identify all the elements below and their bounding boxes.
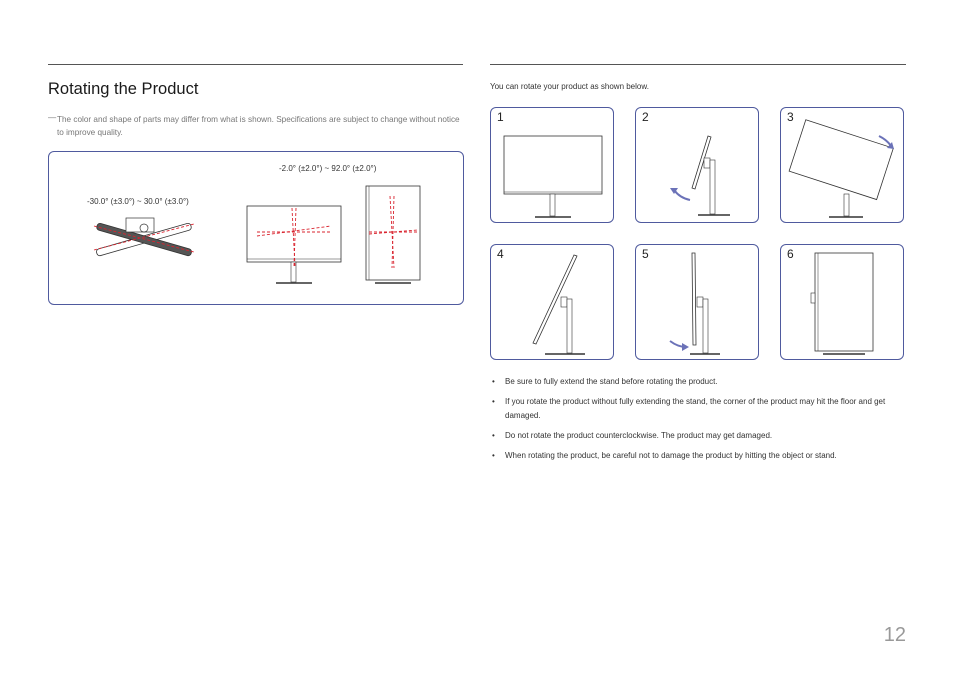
list-item: • Be sure to fully extend the stand before rotating the product.: [490, 375, 902, 389]
step-number: 3: [787, 110, 794, 124]
list-item: • If you rotate the product without fully extending the stand, the corner of the product may hit the floor and get damaged.: [490, 395, 902, 422]
pivot-angle-label: -2.0° (±2.0°) ~ 92.0° (±2.0°): [279, 164, 377, 173]
note-marker: ―: [48, 113, 57, 122]
caution-list: [490, 375, 902, 469]
step-number: 4: [497, 247, 504, 261]
step-1-panel: [490, 107, 614, 223]
rotation-angle-panel: [48, 151, 464, 305]
swivel-illustration: [89, 212, 199, 272]
list-item: • Do not rotate the product counterclockwise. The product may get damaged.: [490, 429, 902, 443]
top-rule-right: [490, 64, 906, 65]
step-number: 6: [787, 247, 794, 261]
section-title: Rotating the Product: [48, 80, 199, 98]
top-rule-left: [48, 64, 463, 65]
step-number: 1: [497, 110, 504, 124]
list-item: • When rotating the product, be careful not to damage the product by hitting the object or stand.: [490, 449, 902, 463]
swivel-angle-label: -30.0° (±3.0°) ~ 30.0° (±3.0°): [87, 197, 189, 206]
step-4-panel: [490, 244, 614, 360]
note: [48, 113, 460, 139]
page-number: 12: [883, 624, 906, 646]
step-number: 2: [642, 110, 649, 124]
landscape-tilt-illustration: [245, 204, 345, 286]
monitor-rotating-illustration: [781, 108, 905, 224]
monitor-rotated-tilted-illustration: [491, 245, 615, 361]
step-number: 5: [642, 247, 649, 261]
step-3-panel: [780, 107, 904, 223]
step-2-panel: [635, 107, 759, 223]
monitor-tilt-forward-illustration: [636, 245, 760, 361]
monitor-landscape-illustration: [491, 108, 615, 224]
portrait-tilt-illustration: [363, 184, 423, 286]
monitor-portrait-illustration: [781, 245, 905, 361]
step-6-panel: [780, 244, 904, 360]
step-5-panel: [635, 244, 759, 360]
note-text: The color and shape of parts may differ from what is shown. Specifications are subject to change without notice to improve quality.: [57, 115, 460, 137]
monitor-tilt-back-illustration: [636, 108, 760, 224]
intro-text: You can rotate your product as shown below.: [490, 82, 649, 91]
